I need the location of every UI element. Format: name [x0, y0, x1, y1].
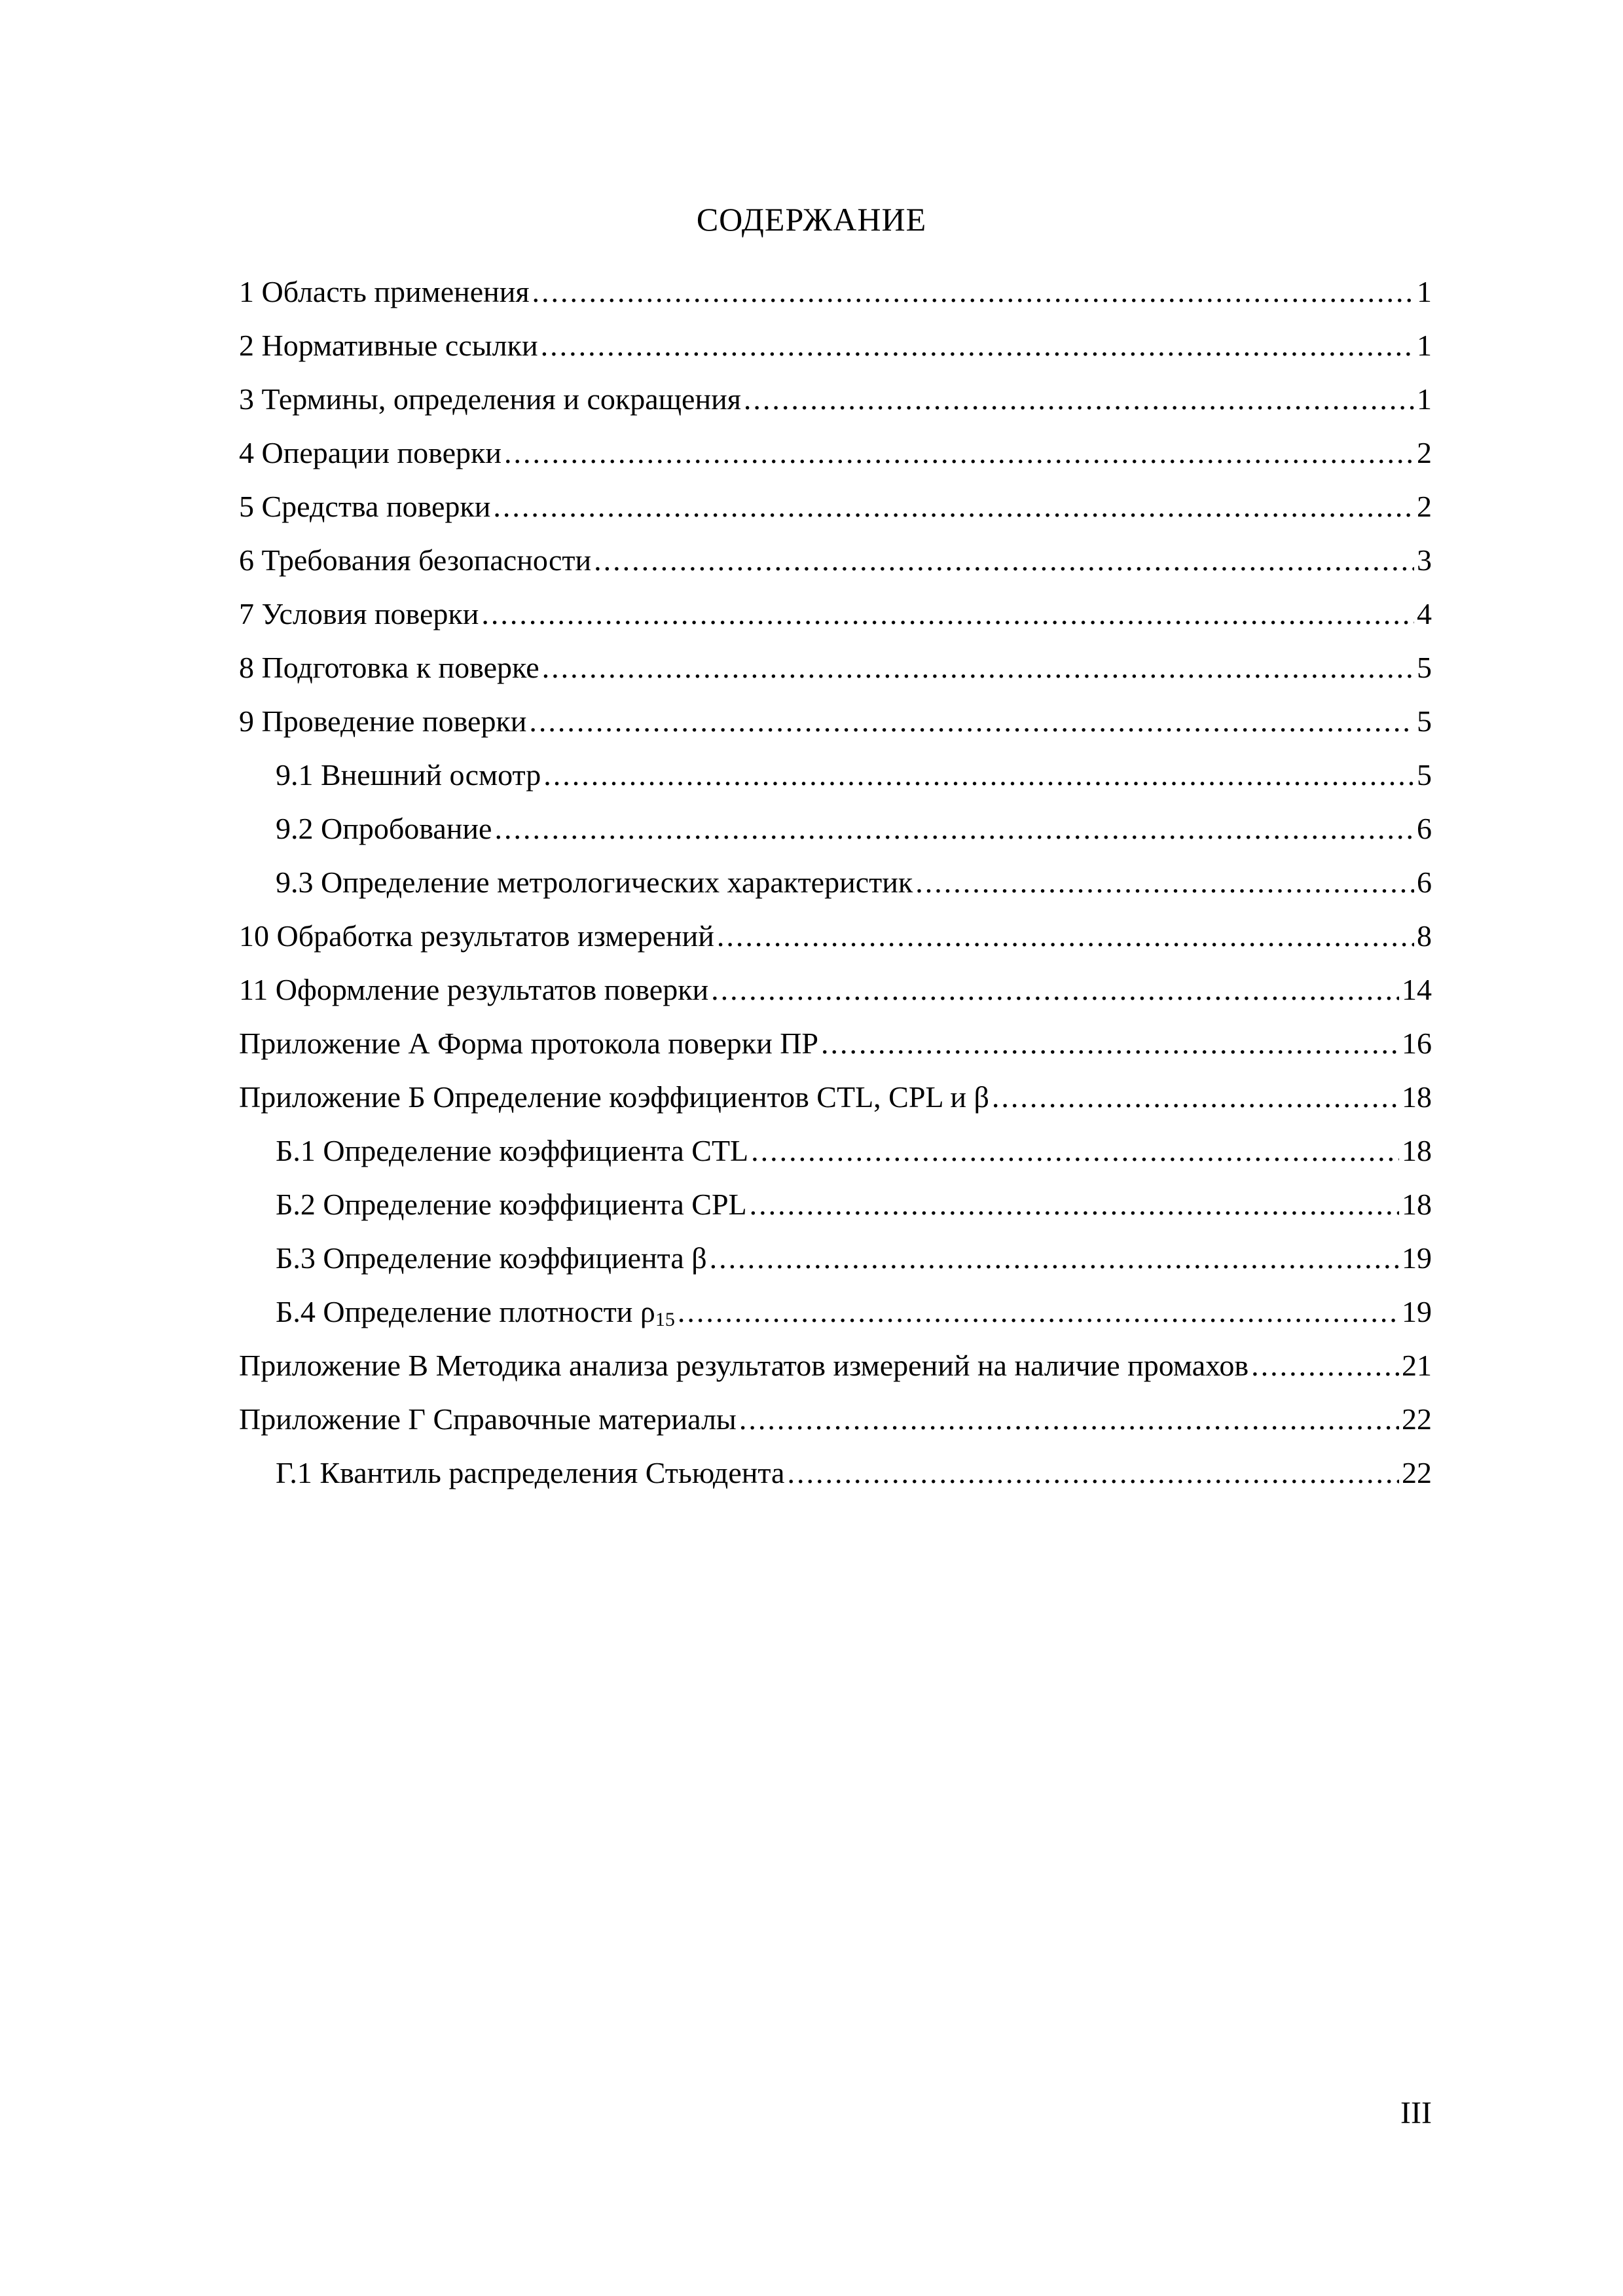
toc-entry-page: 14	[1402, 973, 1432, 1006]
toc-entry-label-text: Б.1 Определение коэффициента CTL	[276, 1134, 749, 1167]
toc-entry[interactable]	[239, 1078, 1432, 1131]
table-of-contents	[239, 272, 1432, 1507]
toc-entry[interactable]	[239, 380, 1432, 433]
toc-entry-label-text: 9.1 Внешний осмотр	[276, 758, 541, 792]
toc-entry-label-text: Приложение Б Определение коэффициентов CTL, CPL и β	[239, 1080, 989, 1114]
toc-entry-label	[276, 1185, 747, 1224]
toc-entry-label-text: 5 Средства поверки	[239, 490, 491, 523]
toc-entry[interactable]	[239, 1346, 1432, 1400]
toc-entry-page: 3	[1417, 543, 1432, 577]
toc-entry-label	[276, 863, 913, 902]
dot-leader	[532, 272, 1414, 312]
toc-entry-page: 5	[1417, 758, 1432, 792]
dot-leader	[541, 326, 1414, 365]
toc-entry[interactable]	[239, 1024, 1432, 1078]
dot-leader	[739, 1400, 1399, 1439]
toc-entry-label	[276, 1239, 707, 1278]
dot-leader	[504, 433, 1414, 473]
toc-entry[interactable]	[239, 970, 1432, 1024]
dot-leader	[915, 863, 1414, 902]
toc-entry-label-text: Г.1 Квантиль распределения Стьюдента	[276, 1456, 785, 1489]
toc-entry-label	[239, 1078, 989, 1117]
dot-leader	[1251, 1346, 1399, 1385]
toc-entry[interactable]	[239, 1292, 1432, 1346]
dot-leader	[717, 917, 1414, 956]
toc-entry[interactable]	[239, 1400, 1432, 1453]
toc-entry-label	[239, 594, 479, 634]
toc-entry-label-text: 3 Термины, определения и сокращения	[239, 382, 741, 416]
page-number: III	[1400, 2096, 1432, 2130]
toc-entry-page: 8	[1417, 919, 1432, 953]
toc-entry-page: 16	[1402, 1027, 1432, 1060]
toc-entry[interactable]	[239, 433, 1432, 487]
toc-entry-page: 1	[1417, 382, 1432, 416]
page-title: СОДЕРЖАНИЕ	[696, 201, 927, 238]
toc-entry[interactable]	[239, 648, 1432, 702]
toc-entry-label	[239, 541, 591, 580]
toc-entry-page: 2	[1417, 436, 1432, 469]
toc-entry-label-text: 8 Подготовка к поверке	[239, 651, 539, 684]
toc-entry-page: 4	[1417, 597, 1432, 630]
toc-entry-page: 1	[1417, 275, 1432, 308]
toc-entry-label	[239, 917, 714, 956]
dot-leader	[543, 756, 1414, 795]
dot-leader	[542, 648, 1414, 687]
dot-leader	[744, 380, 1414, 419]
toc-entry-label-text: 9.3 Определение метрологических характеристик	[276, 866, 913, 899]
dot-leader	[750, 1185, 1399, 1224]
dot-leader	[711, 970, 1399, 1010]
dot-leader	[493, 487, 1414, 526]
toc-entry-label	[239, 648, 539, 687]
toc-entry-page: 22	[1402, 1456, 1432, 1489]
toc-entry-label-text: Приложение Г Справочные материалы	[239, 1402, 737, 1436]
toc-entry-label-text: 7 Условия поверки	[239, 597, 479, 630]
toc-entry-label	[239, 380, 741, 419]
toc-entry[interactable]	[239, 917, 1432, 970]
toc-entry-label	[239, 433, 501, 473]
toc-entry-page: 19	[1402, 1295, 1432, 1328]
toc-entry[interactable]	[239, 1131, 1432, 1185]
dot-leader	[594, 541, 1414, 580]
toc-entry[interactable]	[239, 487, 1432, 541]
toc-entry[interactable]	[239, 1453, 1432, 1507]
toc-entry-label-text: 6 Требования безопасности	[239, 543, 592, 577]
toc-entry[interactable]	[239, 541, 1432, 594]
toc-entry-label-text: 1 Область применения	[239, 275, 530, 308]
dot-leader	[751, 1131, 1399, 1171]
toc-entry[interactable]	[239, 809, 1432, 863]
toc-entry-label-text: Б.2 Определение коэффициента CPL	[276, 1188, 747, 1221]
toc-entry[interactable]	[239, 594, 1432, 648]
toc-entry-label	[239, 326, 538, 365]
toc-entry-page: 21	[1402, 1349, 1432, 1382]
toc-entry-page: 5	[1417, 704, 1432, 738]
dot-leader	[992, 1078, 1399, 1117]
toc-entry-page: 18	[1402, 1188, 1432, 1221]
toc-entry-page: 1	[1417, 329, 1432, 362]
toc-entry[interactable]	[239, 272, 1432, 326]
toc-entry-label-text: 10 Обработка результатов измерений	[239, 919, 714, 953]
toc-entry-label	[239, 1400, 737, 1439]
toc-entry-label	[239, 272, 530, 312]
toc-entry-label	[239, 702, 526, 741]
toc-entry-label	[276, 756, 541, 795]
toc-entry[interactable]	[239, 863, 1432, 917]
toc-entry-page: 19	[1402, 1241, 1432, 1275]
toc-entry-page: 18	[1402, 1080, 1432, 1114]
toc-entry-label-text: 2 Нормативные ссылки	[239, 329, 538, 362]
toc-entry-label	[276, 1453, 784, 1493]
toc-entry-label-text: 9 Проведение поверки	[239, 704, 527, 738]
dot-leader	[678, 1292, 1399, 1332]
toc-entry[interactable]	[239, 1185, 1432, 1239]
dot-leader	[787, 1453, 1399, 1493]
toc-entry[interactable]	[239, 326, 1432, 380]
toc-entry[interactable]	[239, 702, 1432, 756]
toc-entry-label	[276, 809, 492, 848]
toc-entry-page: 18	[1402, 1134, 1432, 1167]
toc-entry-label-subscript: 15	[655, 1309, 675, 1330]
toc-entry-page: 2	[1417, 490, 1432, 523]
toc-entry[interactable]	[239, 1239, 1432, 1292]
toc-entry-page: 22	[1402, 1402, 1432, 1436]
toc-entry-label-text: Б.3 Определение коэффициента β	[276, 1241, 707, 1275]
dot-leader	[481, 594, 1414, 634]
dot-leader	[529, 702, 1414, 741]
toc-entry-page: 5	[1417, 651, 1432, 684]
toc-entry-label-text: 9.2 Опробование	[276, 812, 492, 845]
toc-entry-label	[239, 1024, 818, 1063]
toc-entry-label	[276, 1292, 675, 1332]
toc-entry-label	[239, 1346, 1249, 1385]
toc-entry[interactable]	[239, 756, 1432, 809]
toc-entry-label-text: Приложение В Методика анализа результатов измерений на наличие промахов	[239, 1349, 1249, 1382]
toc-entry-label-text: Б.4 Определение плотности ρ	[276, 1295, 655, 1328]
toc-entry-label-text: 4 Операции поверки	[239, 436, 501, 469]
dot-leader	[710, 1239, 1399, 1278]
toc-entry-label-text: Приложение А Форма протокола поверки ПР	[239, 1027, 819, 1060]
toc-entry-label	[276, 1131, 748, 1171]
dot-leader	[494, 809, 1414, 848]
dot-leader	[821, 1024, 1399, 1063]
toc-entry-page: 6	[1417, 866, 1432, 899]
toc-entry-label	[239, 970, 708, 1010]
toc-entry-label-text: 11 Оформление результатов поверки	[239, 973, 709, 1006]
toc-entry-page: 6	[1417, 812, 1432, 845]
toc-entry-label	[239, 487, 490, 526]
